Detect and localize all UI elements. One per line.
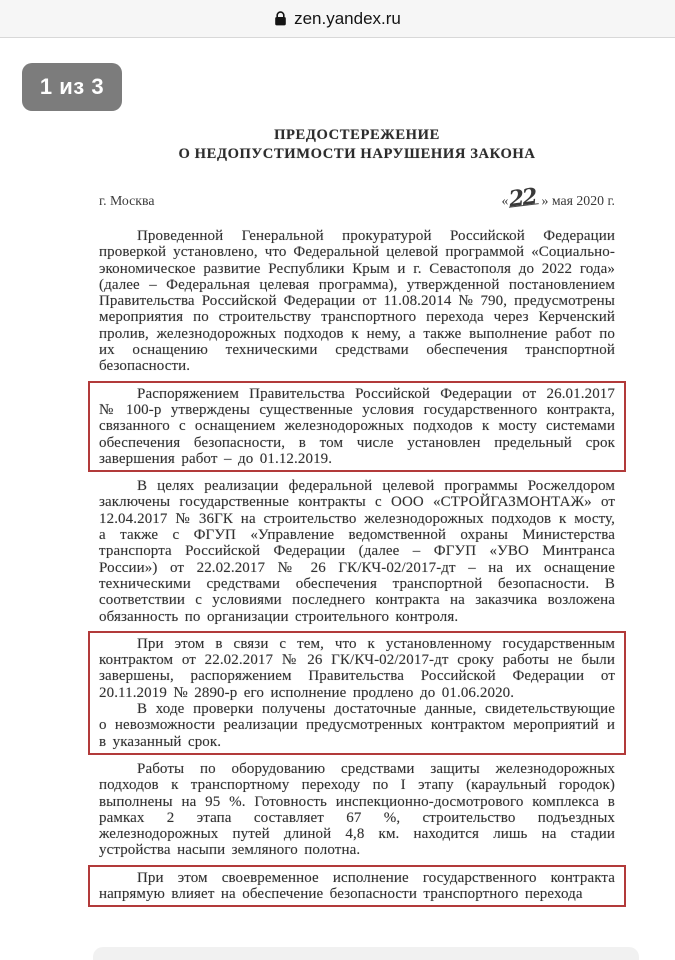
handwritten-day: 22 (507, 183, 538, 213)
paragraph: При этом своевременное исполнение государственного контракта напрямую влияет на обеспечение безопасности транспортного перехода (99, 869, 615, 902)
browser-url-text: zen.yandex.ru (294, 8, 401, 28)
paragraph: При этом в связи с тем, что к установленному государственным контрактом от 22.02.2017 № 26 ГК/КЧ-02/2017-дт сроку работы не были завершены, распоряжением Правительства Российской Федерации от 20.11.2019 № 2890-р его исполнение продлено до 01.06.2020. (99, 635, 615, 701)
paragraph: В целях реализации федеральной целевой программы Росжелдором заключены государственные контракты с ООО «СТРОЙГАЗМОНТАЖ» от 12.04.2017 № 36ГК на строительство железнодорожных подходов к мосту, а также с ФГУП «Управление ведомственной охраны Министерства транспорта Российской Федерации (далее – ФГУП «УВО Минтранса России») от 22.02.2017 № 26 ГК/КЧ-02/2017-дт – на их оснащение техническими средствами обеспечения транспортной безопасности. В соответствии с условиями последнего контракта на заказчика возложена обязанность по организации строительного контроля. (99, 478, 615, 625)
highlighted-block (88, 631, 626, 755)
padlock-icon (274, 11, 287, 27)
document-date (501, 183, 615, 213)
highlighted-block (88, 865, 626, 908)
gallery-page-indicator (22, 63, 122, 111)
paragraph: Проведенной Генеральной прокуратурой Российской Федерации проверкой установлено, что Федеральной целевой программой «Социально-экономическое развитие Республики Крым и г. Севастополя до 2022 года» (далее – Федеральная целевая программа), утвержденной постановлением Правительства Российской Федерации от 11.08.2014 № 790, предусмотрены мероприятия по строительству транспортного перехода через Керченский пролив, железнодорожных подходов к нему, а также выполнение работ по их оснащению техническими средствами обеспечения транспортной безопасности. (99, 228, 615, 375)
text-block (99, 228, 615, 375)
document-body (99, 228, 615, 907)
document-page[interactable] (0, 38, 675, 907)
next-feed-card-edge (93, 947, 639, 960)
text-block (99, 478, 615, 625)
browser-url-bar[interactable] (0, 0, 675, 38)
document-meta-row (99, 183, 615, 213)
date-open-quote: « (501, 193, 509, 208)
document-place: г. Москва (99, 193, 155, 208)
paragraph: Работы по оборудованию средствами защиты железнодорожных подходов к транспортному переходу по I этапу (караульный городок) выполнены на 95 %. Готовность инспекционно-досмотрового комплекса в рамках 2 этапа составляет 67 %, строительство подъездных железнодорожных путей длиной 4,8 км. находится лишь на стадии устройства насыпи земляного полотна. (99, 760, 615, 859)
date-rest: » мая 2020 г. (541, 193, 615, 208)
document-title-line2: О НЕДОПУСТИМОСТИ НАРУШЕНИЯ ЗАКОНА (178, 146, 536, 162)
gallery-page-indicator-label: 1 из 3 (39, 74, 105, 99)
text-block (99, 761, 615, 859)
highlighted-block (88, 381, 626, 472)
document-title (99, 126, 615, 164)
document-title-line1: ПРЕДОСТЕРЕЖЕНИЕ (274, 127, 440, 143)
paragraph: В ходе проверки получены достаточные данные, свидетельствующие о невозможности реализации предусмотренных контрактом мероприятий и в указанный срок. (99, 701, 615, 750)
paragraph: Распоряжением Правительства Российской Федерации от 26.01.2017 № 100-р утверждены существенные условия государственного контракта, связанного с оснащением железнодорожных подходов к мосту системами обеспечения безопасности, в том числе установлен предельный срок завершения работ – до 01.12.2019. (99, 385, 615, 467)
